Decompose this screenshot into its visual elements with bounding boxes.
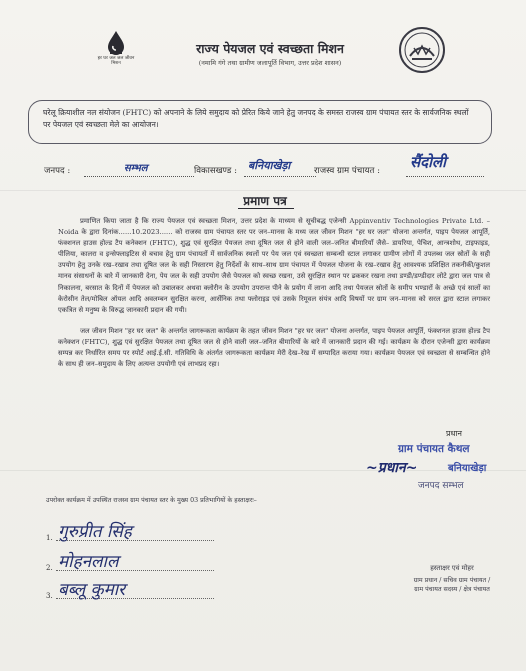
logo-caption: हर घर जल जल जीवन मिशन [97, 56, 135, 66]
signature-name: गुरुप्रीत सिंह [58, 522, 132, 542]
body-paragraph-2: जल जीवन मिशन "हर घर जल" के अन्तर्गत जागरूकता कार्यक्रम के तहत जीवन मिशन "हर घर जल" योजना अन्तर्गत, पाइप पेयजल आपूर्ति, फंक्शनल हाउस होल्ड टैप कनेक्शन (FHTC), शुद्ध एवं सुरक्षित पेयजल तथा दूषित जल से होने वाली जल–जनित बीमारियों के बारे में जानकारी प्रदान की गई। कार्यक्रम के दौरान एजेन्सी द्वारा कार्यक्रम सम्पन्न कर निर्धारित समय पर स्पोर्ट आई.ई.सी. गतिविधि के अंतर्गत जागरूकता कार्यक्रम मेरी देख–रेख में सम्पादित कराया गया। कार्यक्रम पेयजल एवं स्वच्छता से सम्बन्धित होने के साथ ही जन–समुदाय के लिए अत्यन्त उपयोगी एवं लाभप्रद रहा। [58, 326, 490, 369]
pradhan-signature: ~प्रधान~ [366, 460, 418, 476]
panchayat-value: सैंदोली [410, 153, 447, 171]
pradhan-stamp-block [360, 426, 520, 496]
page-fold [0, 190, 526, 191]
uttar-pradesh-emblem [398, 26, 446, 74]
district-label: जनपद : [44, 166, 71, 176]
signatory-designation [392, 564, 512, 595]
state-emblem-icon [398, 26, 446, 74]
pradhan-role: प्रधान [446, 429, 462, 438]
water-drop-icon [105, 30, 127, 56]
sign-seal-header: हस्ताक्षर एवं मोहर [430, 564, 474, 572]
panchayat-underline [406, 176, 484, 177]
certificate-body [58, 216, 490, 370]
stamp-line-3: जनपद सम्भल [418, 481, 464, 491]
mission-title: राज्य पेयजल एवं स्वच्छता मिशन [196, 41, 344, 56]
block-label: विकासखण्ड : [194, 166, 237, 176]
signature-name: बब्लू कुमार [58, 580, 126, 600]
stamp-line-1: ग्राम पंचायत कैथल [398, 443, 470, 455]
designation-line-1: ग्राम प्रधान / सचिव ग्राम पंचायत / [413, 576, 491, 584]
signature-number: 1. [46, 534, 53, 542]
signature-number: 3. [46, 592, 53, 600]
block-value: बनियाखेड़ा [248, 159, 291, 172]
body-paragraph-1: प्रमाणित किया जाता है कि राज्य पेयजल एवं स्वच्छता मिशन, उत्तर प्रदेश के माध्यम से सूचीबद्ध एजेन्सी Appinventiv Technologies Private Ltd. – Noida के द्वारा दिनांक......10.2023...... को राजस्व ग्राम पंचायत स्तर पर जन–मानस के मध्य जल जीवन मिशन "हर घर जल" योजना अन्तर्गत, पाइप पेयजल आपूर्ति, फंक्शनल हाउस होल्ड टैप कनेक्शन (FHTC), शुद्ध एवं सुरक्षित पेयजल तथा दूषित जल से होने वाली जल–जनित बीमारियाँ जैसे– डायरिया, पेचिश, आन्त्रशोथ, टाइफाइड, पीलिया, कालरा व इन्सेफ्लाइटिस से बचाव हेतु ग्राम पंचायतों में सार्वजनिक स्थलों पर पेय जल एवं स्वच्छता सम्बन्धी स्टाल लगाकर ग्रामीण लोगों में उपलब्ध जल स्रोतों के सही उपयोग हेतु उनके रख–रखाव तथा दूषित जल के सही निस्तारण हेतु निर्देशों के साथ–साथ ग्राम पंचायत में पेयजल योजना के रख–रखाव हेतु आवश्यक प्रशिक्षित तकनीकी/कुशल मानव संसाधनों के बारे में जानकारी देना, पेय जल के सही उपयोग जैसे पेयजल को स्वच्छ रखना, उसे सुरक्षित स्थान पर ढककर रखना तथा डण्डी/डण्डीदार लोटे द्वारा जल पात्र से निकालना, बरसात के दिनों में पेयजल को उबालकर अथवा क्लोरीन के उपयोग उपरान्त पीने के प्रयोग में लाना आदि तथा पेयजल स्रोतों के समीप भण्डारों के अच्छे एवं सालों का केरोसीन तेल/मोबिल ऑयल आदि अवलम्बन सुरक्षित करना, आर्सेनिक तथा फ्लोराइड एवं उसके रिमूवल संयंत्र आदि विषयों पर ग्राम जन–मानस को सरल द्वारा स्टाल लगाकर एकत्रित से मनुष्य के विरुद्ध जानकारी प्रदान की गयी। [58, 217, 490, 314]
stamp-line-2: बनियाखेड़ा [448, 463, 487, 474]
signature-number: 2. [46, 564, 53, 572]
title-underline [238, 208, 294, 209]
district-underline [84, 176, 194, 177]
har-ghar-jal-logo [96, 30, 136, 74]
panchayat-label: राजस्व ग्राम पंचायत : [314, 166, 380, 176]
participant-signature-2 [44, 548, 214, 574]
signature-name: मोहनलाल [58, 552, 119, 572]
participants-note: उपरोक्त कार्यक्रम में उपस्थित राजस्व ग्राम पंचायत स्तर के मुख्य 03 प्रतिभागियों के हस्ताक्षरः– [46, 497, 257, 504]
block-underline [244, 176, 316, 177]
mission-subtitle: (नमामि गंगे तथा ग्रामीण जलापूर्ति विभाग, उत्तर प्रदेश शासन) [198, 59, 342, 67]
participant-signature-3 [44, 576, 214, 602]
location-row [44, 153, 494, 182]
event-banner: घरेलू क्रियाशील नल संयोजन (FHTC) को अपनाने के लिये समुदाय को प्रेरित किये जाने हेतु जनपद के समस्त राजस्व ग्राम पंचायत स्तर के सार्वजनिक स्थलों पर पेयजल एवं स्वच्छता मेले का आयोजन। [28, 100, 492, 144]
designation-line-2: ग्राम पंचायत सदस्य / क्षेत्र पंचायत [414, 586, 490, 593]
certificate-title: प्रमाण पत्र [243, 194, 287, 208]
participant-signature-1 [44, 518, 214, 544]
district-value: सम्भल [124, 163, 148, 174]
